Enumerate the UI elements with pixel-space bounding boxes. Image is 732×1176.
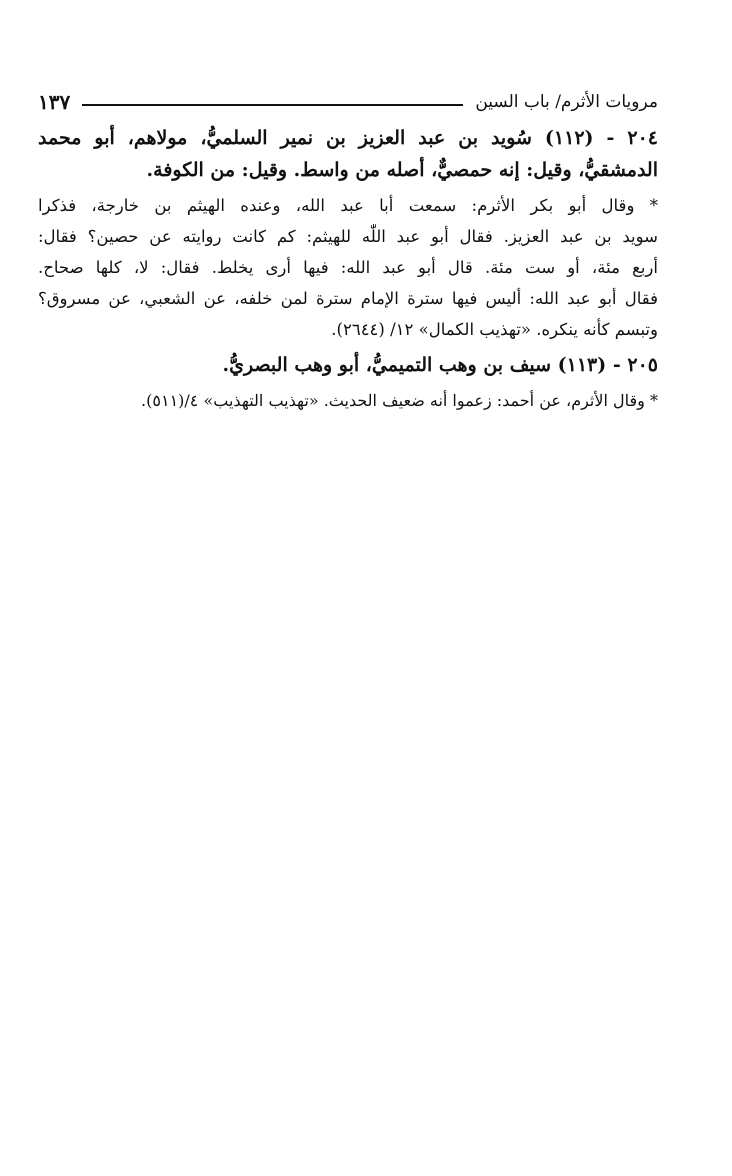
running-title: مرويات الأثرم/ باب السين <box>475 92 658 112</box>
body-line: * وقال أبو بكر الأثرم: سمعت أبا عبد الله، وعنده الهيثم بن خارجة، فذكرا <box>38 196 658 215</box>
entry-heading <box>38 349 658 381</box>
entry-body <box>38 385 658 416</box>
entry-204 <box>38 122 658 345</box>
body-line: وتبسم كأنه ينكره. «تهذيب الكمال» ١٢/ (٢٦٤٤). <box>331 320 658 339</box>
page-content <box>38 88 658 416</box>
body-line: * وقال الأثرم، عن أحمد: زعموا أنه ضعيف الحديث. «تهذيب التهذيب» ٤/(٥١١). <box>141 391 658 410</box>
header-rule <box>82 104 463 106</box>
body-line: أربع مئة، أو ست مئة. قال أبو عبد الله: فيها أرى يخلط. فقال: لا، كلها صحاح. <box>38 258 658 277</box>
entry-205 <box>38 349 658 416</box>
body-line: فقال أبو عبد الله: أليس فيها سترة الإمام سترة لمن خلفه، عن الشعبي، عن مسروق؟ <box>38 289 658 308</box>
entry-body <box>38 190 658 345</box>
entry-heading-line: ٢٠٤ - (١١٢) سُويد بن عبد العزيز بن نمير السلميُّ، مولاهم، أبو محمد <box>38 127 658 149</box>
entry-heading-line: الدمشقيُّ، وقيل: إنه حمصيٌّ، أصله من واسط. وقيل: من الكوفة. <box>146 159 658 181</box>
page-number: ١٣٧ <box>38 90 71 114</box>
running-header <box>38 88 658 116</box>
body-line: سويد بن عبد العزيز. فقال أبو عبد اللّٰه للهيثم: كم كانت روايته عن حصين؟ فقال: <box>38 227 658 246</box>
entry-heading-line: ٢٠٥ - (١١٣) سيف بن وهب التميميُّ، أبو وهب البصريُّ. <box>222 354 658 376</box>
entry-heading <box>38 122 658 186</box>
